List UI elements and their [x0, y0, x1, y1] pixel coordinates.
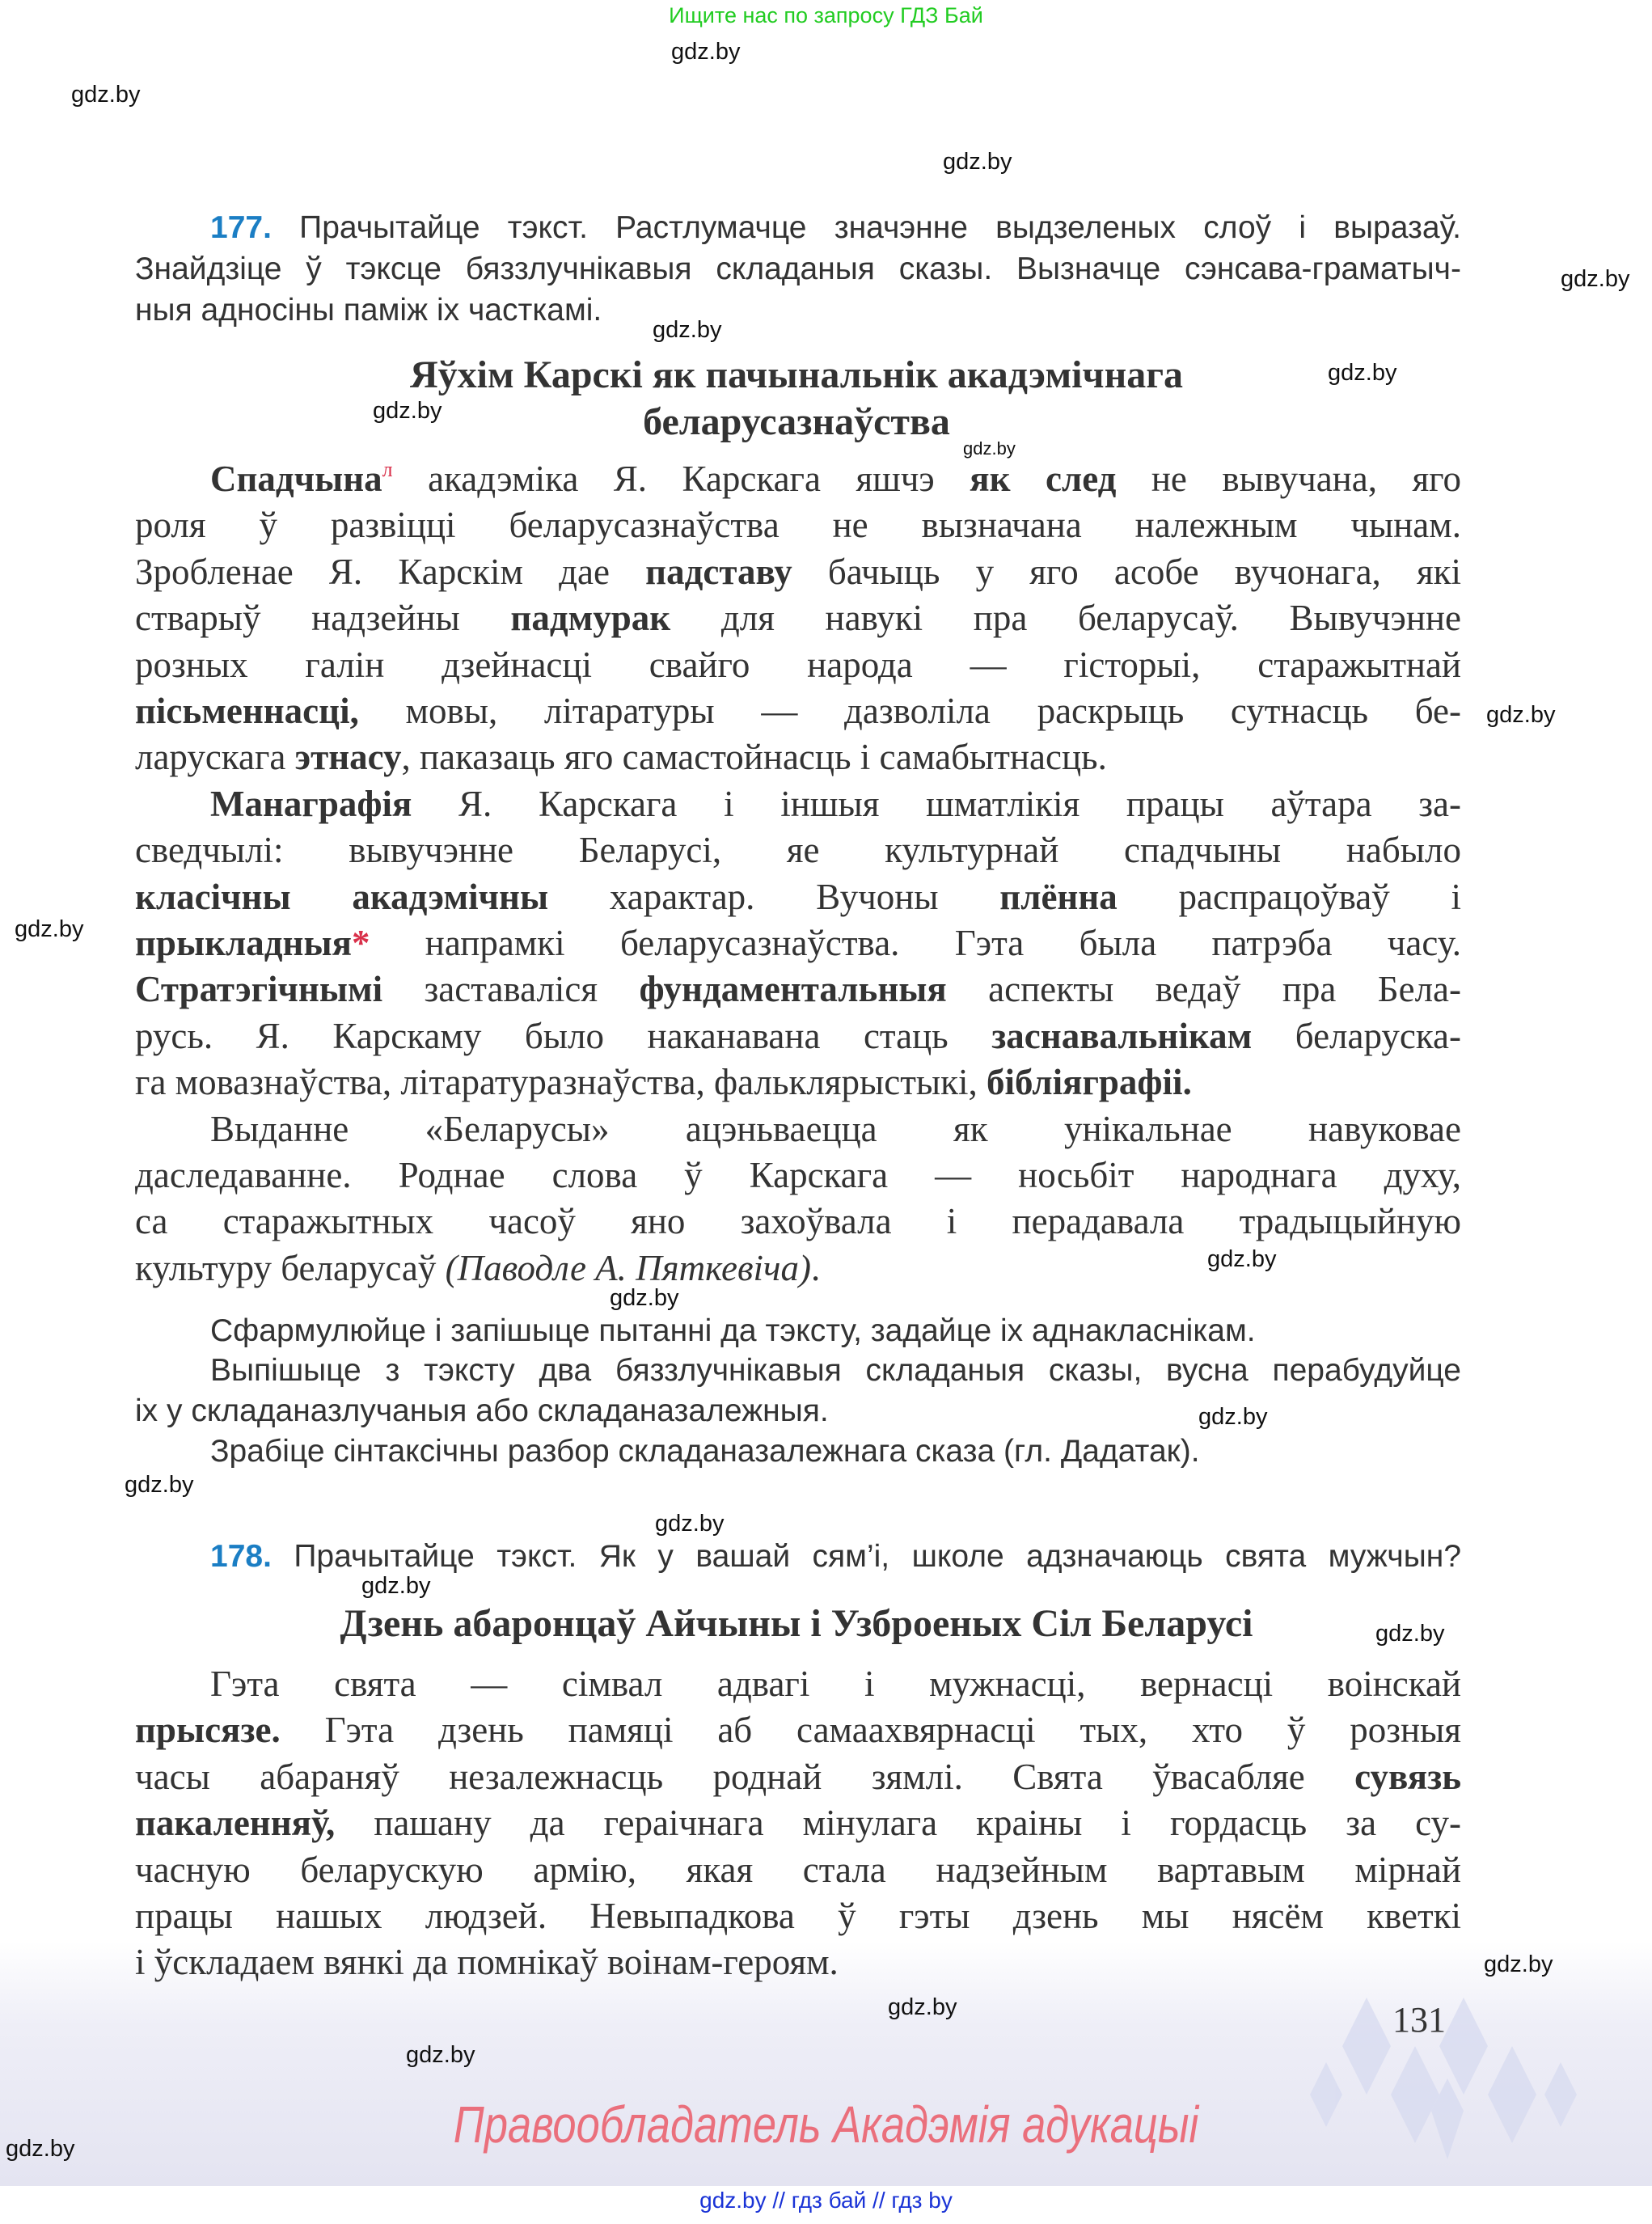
text-line	[135, 595, 1461, 641]
watermark: gdz.by	[1561, 266, 1630, 292]
highlighted-term: падмурак	[510, 598, 671, 639]
watermark: gdz.by	[406, 2042, 475, 2068]
text-segment: бачыць у яго асобе вучонага, які	[792, 551, 1462, 592]
highlighted-term: Манаграфія	[210, 783, 412, 824]
highlighted-term: класічны акадэмічны	[135, 876, 549, 917]
task-text: Прачытайце тэкст. Як у вашай сям’і, школе адзначаюць свята мужчын?	[294, 1539, 1462, 1574]
watermark: gdz.by	[943, 149, 1012, 175]
text-segment: га мовазнаўства, літаратуразнаўства, фальклярыстыкі,	[135, 1062, 987, 1103]
highlighted-term: прысязе.	[135, 1710, 281, 1751]
highlighted-term: заснавальнікам	[991, 1015, 1253, 1056]
assignment-item: Зрабіце сінтаксічны разбор складаназалежнага сказа (гл. Дадатак).	[210, 1434, 1200, 1469]
watermark: gdz.by	[1484, 1951, 1553, 1977]
task-177-line: Знайдзіце ў тэксце бяззлучнікавыя складаныя сказы. Вызначце сэнсава-граматыч-	[135, 252, 1461, 286]
text-segment: акадэміка Я. Карскага яшчэ	[392, 459, 970, 499]
source-citation: (Паводле А. Пяткевіча)	[445, 1247, 811, 1288]
text-segment: .	[810, 1247, 821, 1288]
text-line	[135, 920, 1461, 966]
highlighted-term: як след	[970, 459, 1117, 499]
rights-holder-notice: Правообладатель Акадэмія адукацыі	[453, 2095, 1199, 2154]
text-line	[135, 1152, 1461, 1199]
text-line	[135, 827, 1461, 873]
watermark: gdz.by	[671, 39, 741, 65]
text-line	[210, 456, 1461, 502]
watermark: gdz.by	[1375, 1621, 1445, 1647]
highlighted-term: Спадчына	[210, 459, 382, 499]
text-line	[135, 642, 1461, 688]
highlighted-term: пісьменнасці,	[135, 691, 359, 731]
search-hint-link[interactable]: Ищите нас по запросу ГДЗ Бай	[669, 3, 983, 27]
text-line	[135, 1893, 1461, 1939]
watermark: gdz.by	[653, 317, 722, 343]
text-line	[135, 1754, 1461, 1800]
text-line	[135, 1199, 1461, 1245]
text-segment: Гэта свята — сімвал адвагі і мужнасці, вернасці воінскай	[210, 1664, 1461, 1704]
text-segment: даследаванне. Роднае слова ў Карскага — носьбіт народнага духу,	[135, 1155, 1461, 1195]
text-line	[135, 688, 1461, 734]
highlighted-term: фундаментальныя	[639, 969, 947, 1010]
text-segment: роля ў развіцці беларусазнаўства не вызначана належным чынам.	[135, 505, 1461, 546]
watermark: gdz.by	[125, 1472, 194, 1498]
watermark: gdz.by	[963, 438, 1016, 459]
bottom-site-links[interactable]: gdz.by // гдз бай // гдз by	[699, 2188, 953, 2213]
watermark: gdz.by	[888, 1994, 957, 2020]
text-line	[135, 1013, 1461, 1059]
text-line	[135, 1800, 1461, 1846]
assignment-item-continued: іх у складаназлучаныя або складаназалежныя.	[135, 1393, 829, 1428]
watermark: gdz.by	[1486, 702, 1556, 728]
task-text: Прачытайце тэкст. Растлумачце значэнне выдзеленых слоў і выразаў.	[299, 210, 1461, 245]
page-number: 131	[1392, 2000, 1446, 2040]
text-segment: не вывучана, яго	[1116, 459, 1461, 499]
text-segment: мовы, літаратуры — дазволіла раскрыць сутнасць бе-	[358, 691, 1461, 731]
watermark: gdz.by	[1207, 1246, 1277, 1272]
assignment-item: Выпішыце з тэксту два бяззлучнікавыя складаныя сказы, вусна перабудуйце	[210, 1353, 1461, 1388]
text-segment: характар. Вучоны	[548, 876, 1000, 917]
watermark: gdz.by	[1198, 1404, 1268, 1430]
task-number: 178.	[210, 1539, 272, 1574]
text-segment: Зробленае Я. Карскім дае	[135, 551, 646, 592]
text-segment: напрамкі беларусазнаўства. Гэта была патрэба часу.	[370, 923, 1461, 963]
text-segment: розных галін дзейнасці свайго народа — гісторыі, старажытнай	[135, 644, 1461, 685]
text-segment: Я. Карскага і іншыя шматлікія працы аўтара за-	[412, 783, 1461, 824]
watermark: gdz.by	[610, 1285, 679, 1311]
footnote-marker: *	[351, 923, 370, 963]
text-line	[210, 781, 1461, 827]
text-segment: стварыў надзейны	[135, 598, 511, 639]
text-segment: , паказаць яго самастойнасць і самабытнасць.	[401, 737, 1107, 778]
text-line	[210, 1106, 1461, 1152]
text-segment: часы абараняў незалежнасць роднай зямлі. Свята ўвасабляе	[135, 1756, 1355, 1797]
text-line	[135, 874, 1461, 920]
text-title-line: Яўхім Карскі як пачынальнік акадэмічнага	[409, 353, 1184, 396]
highlighted-term: Стратэгічнымі	[135, 969, 383, 1010]
text-segment: Выданне «Беларусы» ацэньваецца як унікальнае навуковае	[210, 1108, 1461, 1149]
text-segment: і ўскладаем вянкі да помнікаў воінам-героям.	[135, 1942, 839, 1983]
task-178-line	[210, 1536, 1461, 1577]
text-segment: пашану да гераічнага мінулага краіны і гордасць за су-	[335, 1803, 1461, 1844]
highlighted-term: плённа	[999, 876, 1118, 917]
text-segment: культуру беларусаў	[135, 1247, 446, 1288]
text-line	[135, 549, 1461, 595]
highlighted-term: бібліяграфіі.	[986, 1062, 1192, 1103]
text-line	[135, 1939, 1461, 1985]
watermark: gdz.by	[1328, 360, 1397, 386]
task-177-line	[210, 207, 1461, 248]
text-line	[135, 1847, 1461, 1893]
highlighted-term: пакаленняў,	[135, 1803, 336, 1844]
text-line	[135, 734, 1461, 780]
text-segment: аспекты ведаў пра Бела-	[946, 969, 1461, 1010]
highlighted-term: сувязь	[1354, 1756, 1461, 1797]
task-number: 177.	[210, 210, 272, 245]
text-segment: часную беларускую армію, якая стала надзейным вартавым мірнай	[135, 1849, 1461, 1890]
footnote-marker: л	[382, 458, 393, 481]
text-segment: працы нашых людзей. Невыпадкова ў гэты дзень мы нясём кветкі	[135, 1896, 1461, 1936]
assignment-item: Сфармулюйце і запішыце пытанні да тэксту, задайце іх аднакласнікам.	[210, 1313, 1256, 1348]
text-segment: беларуска-	[1252, 1015, 1461, 1056]
highlighted-term: прыкладныя	[135, 923, 352, 963]
text-segment: сведчылі: вывучэнне Беларусі, яе культурнай спадчыны набыло	[135, 830, 1461, 871]
watermark: gdz.by	[6, 2136, 75, 2162]
text-line	[135, 1059, 1461, 1106]
text-segment: русь. Я. Карскаму было наканавана стаць	[135, 1015, 992, 1056]
text-segment: заставаліся	[382, 969, 640, 1010]
watermark: gdz.by	[71, 82, 141, 108]
text-title-line: беларусазнаўства	[643, 400, 950, 443]
text-line	[135, 966, 1461, 1013]
text-segment: для навукі пра беларусаў. Вывучэнне	[670, 598, 1461, 639]
text-segment: Гэта дзень памяці аб самаахвярнасці тых, хто ў розныя	[280, 1710, 1461, 1751]
text-line	[135, 1707, 1461, 1753]
watermark: gdz.by	[15, 916, 84, 942]
watermark: gdz.by	[655, 1511, 725, 1537]
watermark: gdz.by	[373, 398, 442, 424]
highlighted-term: этнасу	[294, 737, 402, 778]
text-segment: ларускага	[135, 737, 295, 778]
text-segment: распрацоўваў і	[1117, 876, 1461, 917]
text-title: Дзень абаронцаў Айчыны і Узброеных Сіл Беларусі	[340, 1602, 1253, 1645]
text-segment: са старажытных часоў яно захоўвала і перадавала традыцыйную	[135, 1201, 1461, 1242]
task-177-line: ныя адносіны паміж іх часткамі.	[135, 293, 602, 328]
text-line	[135, 502, 1461, 548]
watermark: gdz.by	[361, 1573, 431, 1599]
text-line	[210, 1661, 1461, 1707]
highlighted-term: падставу	[645, 551, 792, 592]
